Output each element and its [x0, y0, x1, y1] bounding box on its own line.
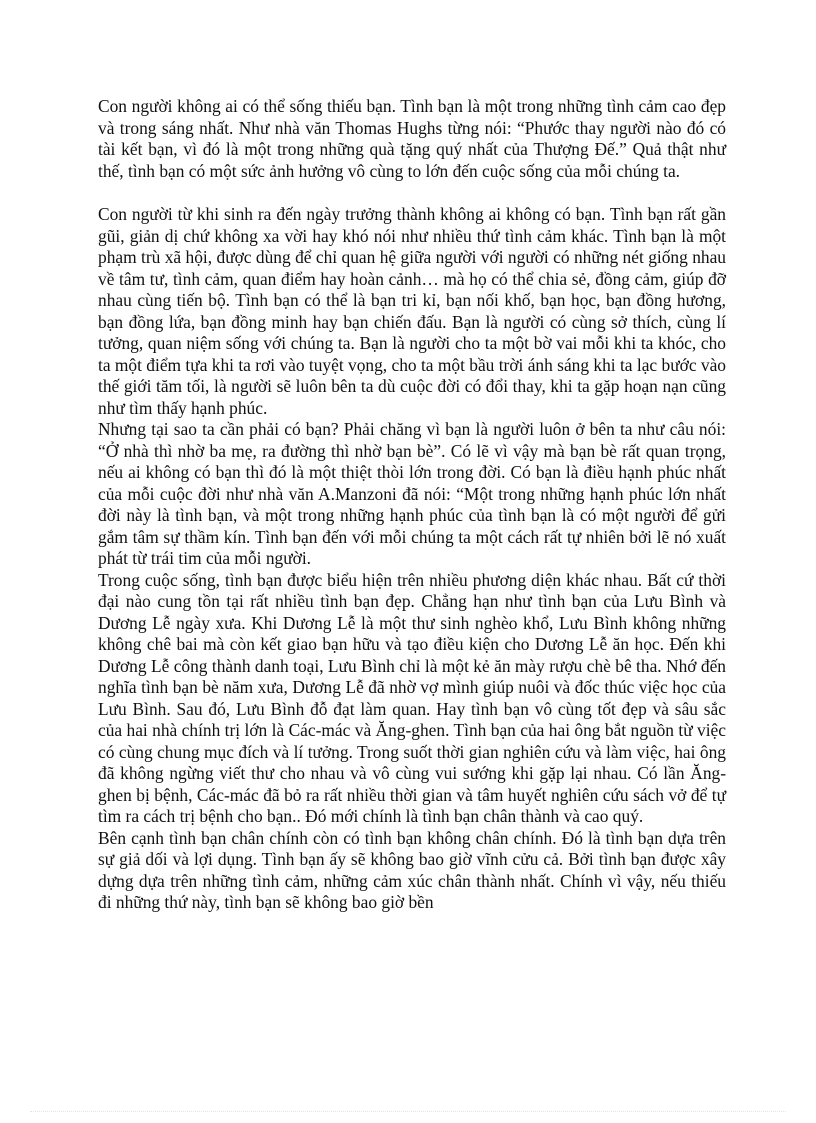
page-bottom-divider — [30, 1111, 786, 1112]
paragraph-definition: Con người từ khi sinh ra đến ngày trưởng thành không ai không có bạn. Tình bạn rất gần gũi, giản dị chứ không xa vời hay khó nói như nhiều thứ tình cảm khác. Tình bạn là một phạm trù xã hội, được dùng để chỉ quan hệ giữa người với người có những nét giống nhau về tâm tư, tình cảm, quan điểm hay hoàn cảnh… mà họ có thể chia sẻ, đồng cảm, giúp đỡ nhau cùng tiến bộ. Tình bạn có thể là bạn tri kỉ, bạn nối khố, bạn học, bạn đồng hương, bạn đồng lứa, bạn đồng minh hay bạn chiến đấu. Bạn là người có cùng sở thích, cùng lí tưởng, quan niệm sống với chúng ta. Bạn là người cho ta một bờ vai mỗi khi ta khóc, cho ta một điểm tựa khi ta rơi vào tuyệt vọng, cho ta một bầu trời ánh sáng khi ta lạc bước vào thế giới tăm tối, là người sẽ luôn bên ta dù cuộc đời có đổi thay, khi ta gặp hoạn nạn cũng như tìm thấy hạnh phúc. — [98, 204, 726, 418]
document-body — [98, 96, 726, 914]
paragraph-intro: Con người không ai có thể sống thiếu bạn. Tình bạn là một trong những tình cảm cao đẹp và trong sáng nhất. Như nhà văn Thomas Hughs từng nói: “Phước thay người nào đó có tài kết bạn, vì đó là một trong những quà tặng quý nhất của Thượng Đế.” Quả thật như thế, tình bạn có một sức ảnh hưởng vô cùng to lớn đến cuộc sống của mỗi chúng ta. — [98, 96, 726, 181]
paragraph-examples: Trong cuộc sống, tình bạn được biểu hiện trên nhiều phương diện khác nhau. Bất cứ thời đại nào cung tồn tại rất nhiều tình bạn đẹp. Chẳng hạn như tình bạn của Lưu Bình và Dương Lễ ngày xưa. Khi Dương Lễ là một thư sinh nghèo khổ, Lưu Bình không những không chê bai mà còn kết giao bạn hữu và tạo điều kiện cho Dương Lễ ăn học. Đến khi Dương Lễ công thành danh toại, Lưu Bình chỉ là một kẻ ăn mày rượu chè bê tha. Nhớ đến nghĩa tình bạn bè năm xưa, Dương Lễ đã nhờ vợ mình giúp nuôi và đốc thúc việc học của Lưu Bình. Sau đó, Lưu Bình đỗ đạt làm quan. Hay tình bạn vô cùng tốt đẹp và sâu sắc của hai nhà chính trị lớn là Các-mác và Ăng-ghen. Tình bạn của hai ông bắt nguồn từ việc có cùng chung mục đích và lí tưởng. Trong suốt thời gian nghiên cứu và làm việc, hai ông đã không ngừng viết thư cho nhau và vô cùng vui sướng khi gặp lại nhau. Có lần Ăng-ghen bị bệnh, Các-mác đã bỏ ra rất nhiều thời gian và tâm huyết nghiên cứu sách vở để tự tìm ra cách trị bệnh cho bạn.. Đó mới chính là tình bạn chân thành và cao quý. — [98, 569, 726, 826]
paragraph-false-friendship: Bên cạnh tình bạn chân chính còn có tình bạn không chân chính. Đó là tình bạn dựa trên sự giả dối và lợi dụng. Tình bạn ấy sẽ không bao giờ vĩnh cửu cả. Bởi tình bạn được xây dựng dựa trên những tình cảm, những cảm xúc chân thành nhất. Chính vì vậy, nếu thiếu đi những thứ này, tình bạn sẽ không bao giờ bền — [98, 827, 726, 912]
paragraph-why-friends: Nhưng tại sao ta cần phải có bạn? Phải chăng vì bạn là người luôn ở bên ta như câu nói: “Ở nhà thì nhờ ba mẹ, ra đường thì nhờ bạn bè”. Có lẽ vì vậy mà bạn bè rất quan trọng, nếu ai không có bạn thì đó là một thiệt thòi lớn trong đời. Có bạn là điều hạnh phúc nhất của mỗi cuộc đời như nhà văn A.Manzoni đã nói: “Một trong những hạnh phúc lớn nhất đời này là tình bạn, và một trong những hạnh phúc của tình bạn là có một người để gửi gắm tâm sự thầm kín. Tình bạn đến với mỗi chúng ta một cách rất tự nhiên bởi lẽ nó xuất phát từ trái tim của mỗi người. — [98, 419, 726, 568]
